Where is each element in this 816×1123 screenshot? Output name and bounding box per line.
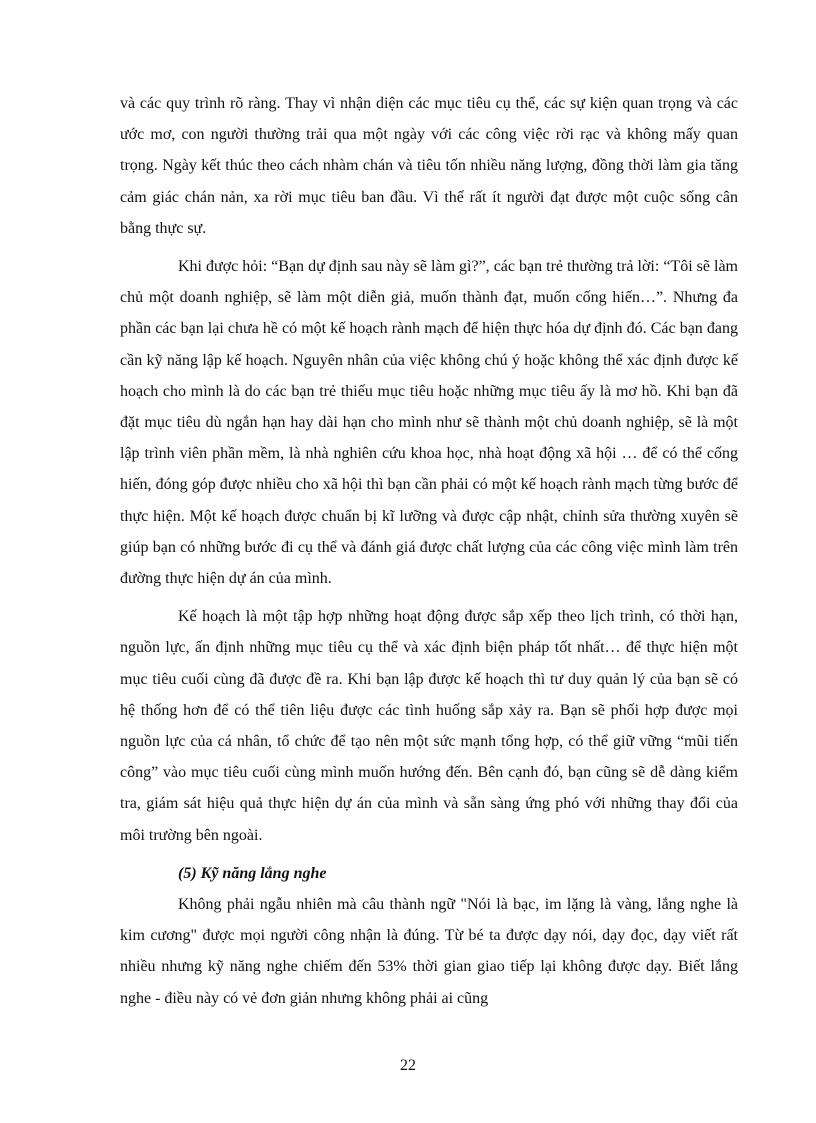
paragraph-plan-definition: Kế hoạch là một tập hợp những hoạt động được sắp xếp theo lịch trình, có thời hạn, nguồn lực, ấn định những mục tiêu cụ thể và xác định biện pháp tốt nhất… để thực hiện một mục tiêu cuối cùng đã được đề ra. Khi bạn lập được kế hoạch thì tư duy quản lý của bạn sẽ có hệ thống hơn để có thể tiên liệu được các tình huống sắp xảy ra. Bạn sẽ phối hợp được mọi nguồn lực của cá nhân, tổ chức để tạo nên một sức mạnh tổng hợp, có thể giữ vững “mũi tiến công” vào mục tiêu cuối cùng mình muốn hướng đến. Bên cạnh đó, bạn cũng sẽ dễ dàng kiểm tra, giám sát hiệu quả thực hiện dự án của mình và sẵn sàng ứng phó với những thay đổi của môi trường bên ngoài. [120, 608, 738, 844]
paragraph-plans-question: Khi được hỏi: “Bạn dự định sau này sẽ làm gì?”, các bạn trẻ thường trả lời: “Tôi sẽ làm chủ một doanh nghiệp, sẽ làm một diễn giả, muốn thành đạt, muốn cống hiến…”. Nhưng đa phần các bạn lại chưa hề có một kế hoạch rành mạch để hiện thực hóa dự định đó. Các bạn đang cần kỹ năng lập kế hoạch. Nguyên nhân của việc không chú ý hoặc không thể xác định được kế hoạch cho mình là do các bạn trẻ thiếu mục tiêu hoặc những mục tiêu ấy là mơ hồ. Khi bạn đã đặt mục tiêu dù ngắn hạn hay dài hạn cho mình như sẽ thành một chủ doanh nghiệp, sẽ là một lập trình viên phần mềm, là nhà nghiên cứu khoa học, nhà hoạt động xã hội … để có thể cống hiến, đóng góp được nhiều cho xã hội thì bạn cần phải có một kế hoạch rành mạch từng bước để thực hiện. Một kế hoạch được chuẩn bị kĩ lưỡng và được cập nhật, chỉnh sửa thường xuyên sẽ giúp bạn có những bước đi cụ thể và đánh giá được chất lượng của các công việc mình làm trên đường thực hiện dự án của mình. [120, 258, 738, 588]
paragraph-continuation: và các quy trình rõ ràng. Thay vì nhận diện các mục tiêu cụ thể, các sự kiện quan trọng và các ước mơ, con người thường trải qua một ngày với các công việc rời rạc và không mấy quan trọng. Ngày kết thúc theo cách nhàm chán và tiêu tốn nhiều năng lượng, đồng thời làm gia tăng cảm giác chán nản, xa rời mục tiêu ban đầu. Vì thế rất ít người đạt được một cuộc sống cân bằng thực sự. [120, 95, 738, 237]
paragraph-listening: Không phải ngẫu nhiên mà câu thành ngữ "Nói là bạc, im lặng là vàng, lắng nghe là kim cương" được mọi người công nhận là đúng. Từ bé ta được dạy nói, dạy đọc, dạy viết rất nhiều nhưng kỹ năng nghe chiếm đến 53% thời gian giao tiếp lại không được dạy. Biết lắng nghe - điều này có vẻ đơn giản nhưng không phải ai cũng [120, 896, 738, 1007]
page-body [120, 88, 738, 1021]
page-number: 22 [400, 1057, 416, 1074]
section-heading: (5) Kỹ năng lắng nghe [178, 864, 327, 882]
